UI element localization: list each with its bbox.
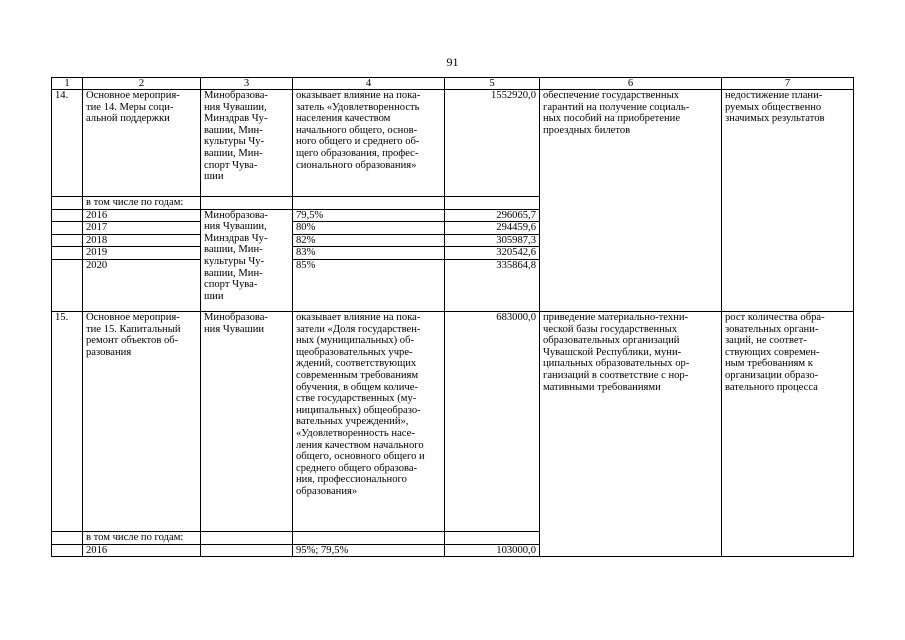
risk: недостижение плани- руемых общественно значимых результатов (722, 90, 854, 312)
expected-result: обеспечение государственных гарантий на получение социаль- ных пособий на приобретение проездных билетов (540, 90, 722, 312)
amount: 296065,7 (445, 209, 540, 222)
measures-table (51, 77, 854, 557)
header-cell: 7 (722, 78, 854, 90)
table-header-row (52, 78, 854, 90)
amount: 103000,0 (445, 544, 540, 557)
header-cell: 6 (540, 78, 722, 90)
amount: 305987,3 (445, 234, 540, 247)
row-number: 15. (52, 311, 83, 531)
indicator-value: 83% (293, 247, 445, 260)
expected-result: приведение материально-техни- ческой базы государственных образовательных организаций Чувашской Республики, муни- ципальных образовательных ор- ганизаций в соответствие с нор- мативными требованиями (540, 311, 722, 556)
amount: 335864,8 (445, 259, 540, 311)
amount: 683000,0 (445, 311, 540, 531)
measure-name: Основное мероприя- тие 15. Капитальный ремонт объектов об- разования (83, 311, 201, 531)
indicator-value: 79,5% (293, 209, 445, 222)
risk: рост количества обра- зовательных органи- заций, не соответ- ствующих современ- ным требованиям к организации образо- вательного процесса (722, 311, 854, 556)
year: 2018 (83, 234, 201, 247)
by-years-label: в том числе по годам: (83, 531, 201, 544)
indicator-value: 85% (293, 259, 445, 311)
header-cell: 2 (83, 78, 201, 90)
amount: 1552920,0 (445, 90, 540, 197)
year: 2019 (83, 247, 201, 260)
table-row (52, 311, 854, 531)
amount: 320542,6 (445, 247, 540, 260)
header-cell: 3 (201, 78, 293, 90)
indicator-value: 95%; 79,5% (293, 544, 445, 557)
by-years-label: в том числе по годам: (83, 197, 201, 210)
header-cell: 4 (293, 78, 445, 90)
influence-text: оказывает влияние на пока- затель «Удовлетворенность населения качеством начального общего, основ- ного общего и среднего об- щего образования, профес- сионального образования» (293, 90, 445, 197)
indicator-value: 82% (293, 234, 445, 247)
year: 2016 (83, 544, 201, 557)
year: 2017 (83, 222, 201, 235)
header-cell: 1 (52, 78, 83, 90)
executor: Минобразова- ния Чувашии, Минздрав Чу- вашии, Мин- культуры Чу- вашии, Мин- спорт Чува- шии (201, 209, 293, 311)
executor: Минобразова- ния Чувашии, Минздрав Чу- вашии, Мин- культуры Чу- вашии, Мин- спорт Чува- шии (201, 90, 293, 197)
page-number: 91 (446, 55, 459, 69)
table-row (52, 90, 854, 197)
year: 2020 (83, 259, 201, 311)
measure-name: Основное мероприя- тие 14. Меры соци- альной поддержки (83, 90, 201, 197)
row-number: 14. (52, 90, 83, 197)
indicator-value: 80% (293, 222, 445, 235)
header-cell: 5 (445, 78, 540, 90)
amount: 294459,6 (445, 222, 540, 235)
executor: Минобразова- ния Чувашии (201, 311, 293, 531)
influence-text: оказывает влияние на пока- затели «Доля государствен- ных (муниципальных) об- щеобразовательных учре- ждений, соответствующих современным требованиям обучения, в общем количе- стве государственных (му- ниципальных) общеобразо- вательных учреждений», «Удовлетворенность насе- ления качеством начального общего, основного общего и среднего общего образова- ния, профессионального образования» (293, 311, 445, 531)
year: 2016 (83, 209, 201, 222)
